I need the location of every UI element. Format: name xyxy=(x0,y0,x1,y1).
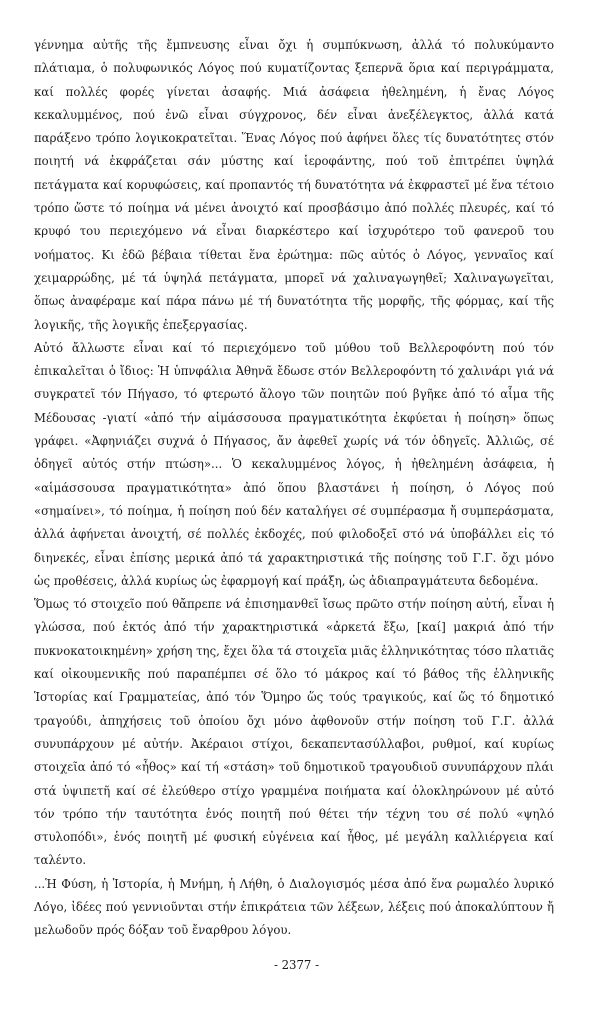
paragraph-3: Ὅμως τό στοιχεῖο πού θἄπρεπε νά ἐπισημανθεῖ ἴσως πρῶτο στήν ποίηση αὐτή, εἶναι ἡ γλώσσα, πού ἐκτός ἀπό τήν χαρακτηριστικά «ἀρκετά ἔξω, [καί] μακριά ἀπό τήν πυκνοκατοικημένη» χρήση της, ἔχει ὅλα τά στοιχεῖα μιᾶς ἑλληνικότητας τόσο πλατιᾶς καί οἰκουμενικῆς πού παραπέμπει σέ ὅλο τό μάκρος καί τό βάθος τῆς ἑλληνικῆς Ἱστορίας καί Γραμματείας, ἀπό τόν Ὅμηρο ὥς τούς τραγικούς, καί ὥς τό δημοτικό τραγούδι, ἀπηχήσεις τοῦ ὁποίου ὄχι μόνο ἀφθονοῦν στήν ποίηση τοῦ Γ.Γ. ἀλλά συνυπάρχουν μέ αὐτήν. Ἀκέραιοι στίχοι, δεκαπεντασύλλαβοι, ρυθμοί, καί κυρίως στοιχεῖα ἀπό τό «ἦθος» καί τή «στάση» τοῦ δημοτικοῦ τραγουδιοῦ συνυπάρχουν πλάι στά ὑψιπετῆ καί σέ ἐλεύθερο στίχο γραμμένα ποιήματα καί ὁλοκληρώνουν μέ αὐτό τόν τρόπο τήν ταυτότητα ἑνός ποιητῆ πού θέτει τήν τέχνη του σέ πολύ «ψηλό στυλοπόδι», ἑνός ποιητῆ μέ φυσική εὐγένεια καί ἦθος, μέ μεγάλη καλλιέργεια καί ταλέντο. xyxy=(34,597,554,868)
paragraph-1: γέννημα αὐτῆς τῆς ἔμπνευσης εἶναι ὄχι ἡ συμπύκνωση, ἀλλά τό πολυκύμαντο πλάτιαμα, ὁ πολυφωνικός Λόγος πού κυματίζοντας ξεπερνᾶ ὅρια καί περιγράμματα, καί πολλές φορές γίνεται ἀσαφής. Μιά ἀσάφεια ἠθελημένη, ἡ ἔνας Λόγος κεκαλυμμένος, πού ἐνῶ εἶναι σύγχρονος, δέν εἶναι ἀνεξέλεγκτος, ἀλλά κατά παράξενο τρόπο λογικοκρατεῖται. Ἕνας Λόγος πού ἀφήνει ὅλες τίς δυνατότητες στόν ποιητή νά ἐκφράζεται σάν μύστης καί ἱεροφάντης, πού τοῦ ἐπιτρέπει ὑψηλά πετάγματα καί κορυφώσεις, καί προπαντός τή δυνατότητα νά ἐκφραστεῖ μέ ἕνα τέτοιο τρόπο ὥστε τό ποίημα νά μένει ἀνοιχτό καί προσβάσιμο ἀπό πολλές πλευρές, καί τό κρυφό του περιεχόμενο νά εἶναι διαρκέστερο καί ἰσχυρότερο τοῦ φανεροῦ του νοήματος. Κι ἐδῶ βέβαια τίθεται ἕνα ἐρώτημα: πῶς αὐτός ὁ Λόγος, γενναῖος καί χειμαρρώδης, μέ τά ὑψηλά πετάγματα, μπορεῖ νά χαλιναγωγηθεῖ; Χαλιναγωγεῖται, ὅπως ἀναφέραμε καί πάρα πάνω μέ τή δυνατότητα τῆς μορφῆς, τῆς φόρμας, καί τῆς λογικῆς, τῆς λογικῆς ἐπεξεργασίας. xyxy=(34,38,554,332)
body-text xyxy=(34,34,554,943)
page-number: - 2377 - xyxy=(273,958,320,972)
paragraph-4: ...Ἡ Φύση, ἡ Ἱστορία, ἡ Μνήμη, ἡ Λήθη, ὁ Διαλογισμός μέσα ἀπό ἕνα ρωμαλέο λυρικό Λόγο, ἰδέες πού γεννιοῦνται στήν ἐπικράτεια τῶν λέξεων, λέξεις πού ἀποκαλύπτουν ἤ μελωδοῦν πρός δόξαν τοῦ ἔναρθρου λόγου. xyxy=(34,876,554,938)
paragraph-2: Αὐτό ἄλλωστε εἶναι καί τό περιεχόμενο τοῦ μύθου τοῦ Βελλεροφόντη πού τόν ἐπικαλεῖται ὁ ἴδιος: Ἡ ὑπνφάλια Ἀθηνᾶ ἔδωσε στόν Βελλεροφόντη τό χαλινάρι γιά νά συγκρατεῖ τόν Πήγασο, τό φτερωτό ἄλογο τῶν ποιητῶν πού βγῆκε ἀπό τό αἷμα τῆς Μέδουσας -γιατί «ἀπό τήν αἱμάσσουσα πραγματικότητα ἐκφύεται ἡ ποίηση» ὅπως γράφει. «Ἀφηνιάζει συχνά ὁ Πήγασος, ἄν ἀφεθεῖ χωρίς νά τόν ὁδηγεῖς. Ἀλλιῶς, σέ ὁδηγεῖ αὐτός στήν πτώση»... Ὁ κεκαλυμμένος λόγος, ἡ ἠθελημένη ἀσάφεια, ἡ «αἱμάσσουσα πραγματικότητα» ἀπό ὅπου βλαστάνει ἡ ποίηση, ὁ Λόγος πού «σημαίνει», τό ποίημα, ἡ ποίηση πού δέν καταλήγει σέ συμπέρασμα ἤ συμπεράσματα, ἀλλά ἀφήνεται ἀνοιχτή, σέ πολλές ἐκδοχές, πού φιλοδοξεῖ στό νά ὑποβάλλει εἰς τό διηνεκές, εἶναι ἐπίσης μερικά ἀπό τά χαρακτηριστικά τῆς ποίησης τοῦ Γ.Γ. ὄχι μόνο ὡς προθέσεις, ἀλλά κυρίως ὡς ἐφαρμογή καί πράξη, ὡς ἀδιαπραγμάτευτα δεδομένα. xyxy=(34,340,554,588)
